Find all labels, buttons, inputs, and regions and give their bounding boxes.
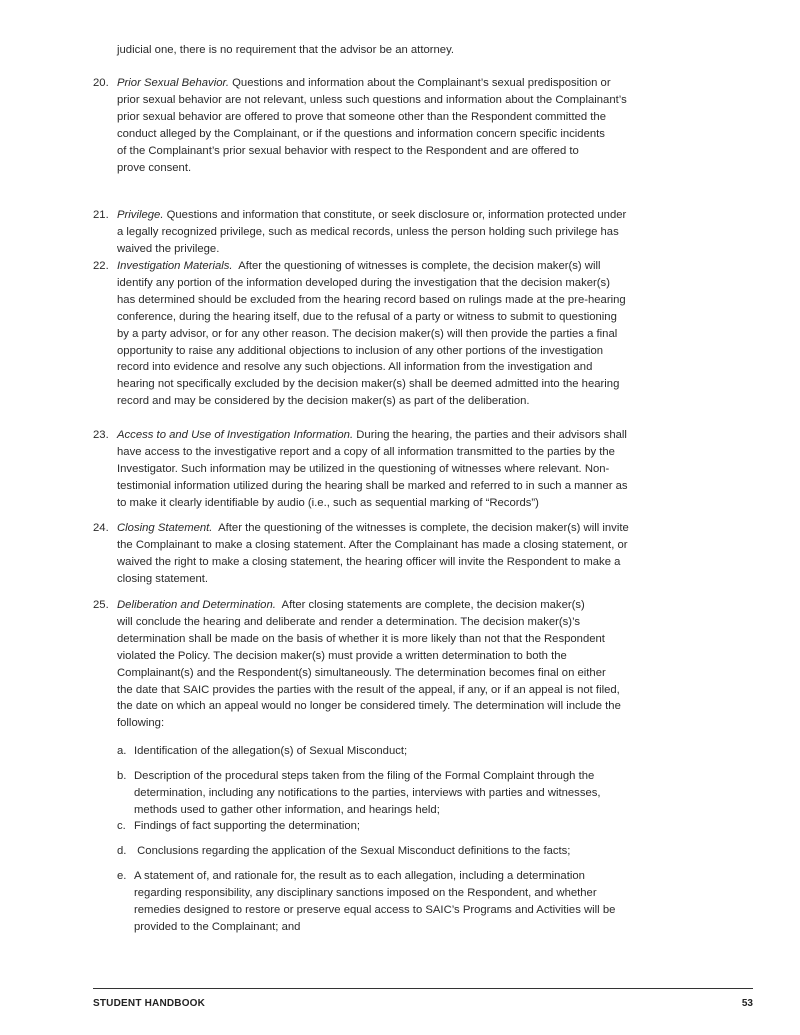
text-line: of the Complainant’s prior sexual behavior with respect to the Respondent and are offered to [117,144,579,157]
text-line [117,75,627,92]
sub-list-item [117,868,615,936]
text-line: the date on which an appeal would no longer be considered timely. The determination will include the [117,700,621,713]
text-run: During the hearing, the parties and their advisors shall [353,429,627,441]
text-run: Questions and information about the Complainant’s sexual predisposition or [228,77,611,89]
text-line: remedies designed to restore or preserve equal access to SAIC’s Programs and Activities will be [134,903,616,916]
text-line: Investigator. Such information may be utilized in the questioning of witnesses where relevant. Non- [117,462,610,475]
text-line: will conclude the hearing and deliberate and render a determination. The decision maker(s)’s [117,615,581,628]
text-line: determination, including any notifications to the parties, interviews with parties and witnesses, [134,786,601,799]
text-line: opportunity to raise any additional objections to inclusion of any other portions of the investigation [117,344,604,357]
sub-list-item [117,743,407,760]
text-line: the date that SAIC provides the parties with the result of the appeal, if any, or if an appeal is not filed, [117,683,620,696]
text-line [117,520,629,537]
text-line: regarding responsibility, any disciplinary sanctions imposed on the Respondent, and whether [134,886,597,899]
text-run: After the questioning of witnesses is complete, the decision maker(s) will [232,260,601,272]
sub-item-letter: c. [117,820,126,832]
item-body [117,427,628,512]
list-item [93,427,628,512]
item-number: 25. [93,599,109,611]
text-line: hearing not specifically excluded by the decision maker(s) shall be deemed admitted into the hearing [117,378,620,391]
text-run: After closing statements are complete, the decision maker(s) [275,599,585,611]
sub-item-letter: e. [117,870,127,882]
text-line: conduct alleged by the Complainant, or if the questions and information concern specific incidents [117,127,605,140]
footer-title: STUDENT HANDBOOK [93,998,206,1009]
sub-item-body [134,768,601,819]
text-line: a legally recognized privilege, such as medical records, unless the person holding such privilege has [117,225,619,238]
text-line: Findings of fact supporting the determination; [134,820,361,832]
sub-list-item [117,843,570,860]
text-line [117,207,626,224]
text-line: identify any portion of the information developed during the investigation that the decision maker(s) [117,276,610,289]
item-body [117,207,626,258]
text-line: judicial one, there is no requirement that the advisor be an attorney. [117,44,455,56]
sub-item-body [134,843,570,860]
item-body [117,258,626,410]
item-heading: Investigation Materials. [117,260,233,272]
continuation-text [117,42,454,59]
text-line: violated the Policy. The decision maker(s) must provide a written determination to both the [117,649,567,662]
text-line: Identification of the allegation(s) of Sexual Misconduct; [134,745,408,757]
sub-item-letter: d. [117,845,127,857]
sub-item-letter: b. [117,770,127,782]
sub-item-body [134,818,360,835]
item-number: 24. [93,522,109,534]
sub-list-item [117,818,360,835]
page-number: 53 [741,998,753,1009]
text-line: by a party advisor, or for any other reason. The decision maker(s) will then provide the parties a final [117,327,618,340]
item-heading: Closing Statement. [117,522,213,534]
footer-divider [93,988,753,989]
list-item [93,258,626,410]
text-line: Description of the procedural steps taken from the filing of the Formal Complaint through the [134,770,595,782]
text-line: to make it clearly identifiable by audio (i.e., such as sequential marking of “Records”) [117,496,539,509]
text-line: A statement of, and rationale for, the result as to each allegation, including a determination [134,870,585,882]
text-run: After the questioning of the witnesses is complete, the decision maker(s) will invite [212,522,629,534]
text-line: record into evidence and resolve any such objections. All information from the investigation and [117,361,593,374]
text-line: determination shall be made on the basis of whether it is more likely than not that the Respondent [117,632,605,645]
list-item [93,597,621,732]
text-line [117,427,628,444]
sub-item-letter: a. [117,745,127,757]
item-heading: Deliberation and Determination. [117,599,276,611]
text-line: Conclusions regarding the application of the Sexual Misconduct definitions to the facts; [134,845,571,857]
sub-list-item [117,768,601,819]
text-line: prior sexual behavior are offered to prove that someone other than the Respondent committed the [117,110,606,123]
text-line: waived the right to make a closing statement, the hearing officer will invite the Respondent to make a [117,555,621,568]
item-heading: Access to and Use of Investigation Information. [117,429,354,441]
list-item [93,207,626,258]
text-line: waived the privilege. [117,242,220,255]
text-line: the Complainant to make a closing statement. After the Complainant has made a closing statement, or [117,538,628,551]
list-item [93,520,629,588]
text-line: prove consent. [117,161,192,174]
text-line [117,258,626,275]
text-line: have access to the investigative report and a copy of all information transmitted to the parties by the [117,445,615,458]
item-body [117,75,627,176]
text-line: following: [117,717,165,730]
sub-item-body [134,868,615,936]
item-heading: Privilege. [117,209,164,221]
text-line: conference, during the hearing itself, due to the refusal of a party or witness to submit to questioning [117,310,617,323]
item-number: 20. [93,77,109,89]
item-number: 22. [93,260,109,272]
sub-item-body [134,743,407,760]
item-body [117,520,629,588]
text-line: has determined should be excluded from the hearing record based on rulings made at the pre-hearing [117,293,626,306]
list-item [93,75,627,176]
text-line: Complainant(s) and the Respondent(s) simultaneously. The determination becomes final on either [117,666,606,679]
text-line: testimonial information utilized during the hearing shall be marked and referred to in such a manner as [117,479,628,492]
text-line: closing statement. [117,572,209,585]
item-body [117,597,621,732]
item-number: 21. [93,209,109,221]
text-line: methods used to gather other information, and hearings held; [134,803,440,816]
text-line [117,597,621,614]
item-heading: Prior Sexual Behavior. [117,77,229,89]
text-line: record and may be considered by the decision maker(s) as part of the deliberation. [117,395,530,408]
text-line: prior sexual behavior are not relevant, unless such questions and information about the Complainant’s [117,93,627,106]
text-run: Questions and information that constitute, or seek disclosure or, information protected under [163,209,627,221]
text-line: provided to the Complainant; and [134,920,301,933]
item-number: 23. [93,429,109,441]
